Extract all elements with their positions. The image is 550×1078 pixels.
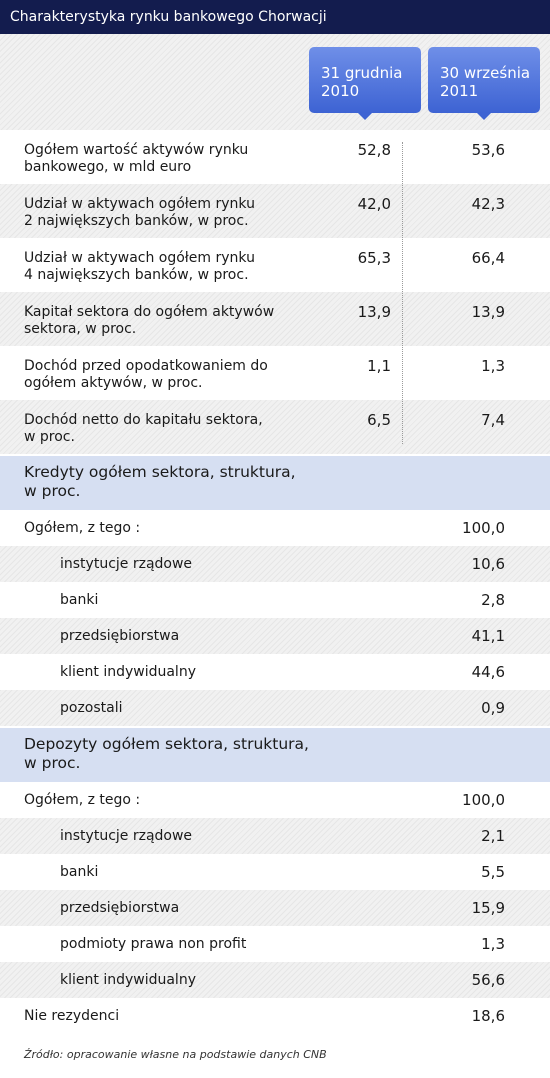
- source-note: Źródło: opracowanie własne na podstawie danych CNB: [24, 1048, 327, 1061]
- list-item: [0, 690, 550, 726]
- column-divider: [402, 142, 403, 444]
- row-label: instytucje rządowe: [60, 556, 193, 572]
- table-row: [0, 346, 550, 400]
- row-label: klient indywidualny: [60, 664, 196, 680]
- list-item: [0, 618, 550, 654]
- row-label: Ogółem, z tego :: [24, 792, 141, 808]
- row-label: Nie rezydenci: [24, 1008, 120, 1024]
- table-row: [0, 400, 550, 454]
- value: 2,8: [481, 591, 505, 609]
- value: 100,0: [462, 791, 505, 809]
- row-label: Dochód przed opodatkowaniem do ogółem aktywów, w proc.: [24, 358, 268, 391]
- value: 10,6: [471, 555, 505, 573]
- value-2011: 1,3: [481, 357, 505, 375]
- list-item: [0, 854, 550, 890]
- row-label: Dochód netto do kapitału sektora, w proc.: [24, 412, 263, 445]
- row-label: przedsiębiorstwa: [60, 900, 180, 916]
- table-row: [0, 292, 550, 346]
- value-2011: 66,4: [471, 249, 505, 267]
- list-item: [0, 782, 550, 818]
- value-2010: 13,9: [357, 303, 391, 321]
- value: 1,3: [481, 935, 505, 953]
- section-header-credits: Kredyty ogółem sektora, struktura, w proc.: [0, 456, 550, 510]
- value: 44,6: [471, 663, 505, 681]
- value: 41,1: [471, 627, 505, 645]
- value: 18,6: [471, 1007, 505, 1025]
- value: 2,1: [481, 827, 505, 845]
- row-label: Ogółem wartość aktywów rynku bankowego, w mld euro: [24, 142, 249, 175]
- value: 100,0: [462, 519, 505, 537]
- value: 0,9: [481, 699, 505, 717]
- value: 56,6: [471, 971, 505, 989]
- row-label: Kapitał sektora do ogółem aktywów sektora, w proc.: [24, 304, 275, 337]
- list-item: [0, 510, 550, 546]
- list-item: [0, 582, 550, 618]
- row-label: Ogółem, z tego :: [24, 520, 141, 536]
- value-2010: 1,1: [367, 357, 391, 375]
- column-header-line2: 2010: [321, 82, 360, 100]
- value: 15,9: [471, 899, 505, 917]
- value: 5,5: [481, 863, 505, 881]
- column-header-line1: 30 września: [440, 64, 531, 82]
- value-2010: 52,8: [357, 141, 391, 159]
- row-label: podmioty prawa non profit: [60, 936, 247, 952]
- list-item: [0, 998, 550, 1034]
- row-label: Udział w aktywach ogółem rynku 2 największych banków, w proc.: [24, 196, 255, 229]
- table-row: [0, 130, 550, 184]
- table-title: Charakterystyka rynku bankowego Chorwacji: [0, 0, 550, 34]
- list-item: [0, 962, 550, 998]
- value-2010: 42,0: [357, 195, 391, 213]
- row-label: banki: [60, 864, 99, 880]
- row-label: banki: [60, 592, 99, 608]
- row-label: klient indywidualny: [60, 972, 196, 988]
- row-label: przedsiębiorstwa: [60, 628, 180, 644]
- column-header-line1: 31 grudnia: [321, 64, 403, 82]
- column-header-2011: [428, 47, 540, 113]
- section-header-deposits: Depozyty ogółem sektora, struktura, w proc.: [0, 728, 550, 782]
- list-item: [0, 926, 550, 962]
- column-header-line2: 2011: [440, 82, 479, 100]
- row-label: Udział w aktywach ogółem rynku 4 największych banków, w proc.: [24, 250, 255, 283]
- row-label: pozostali: [60, 700, 123, 716]
- value-2011: 13,9: [471, 303, 505, 321]
- table-row: [0, 238, 550, 292]
- row-label: instytucje rządowe: [60, 828, 193, 844]
- value-2011: 7,4: [481, 411, 505, 429]
- column-header-2010: [309, 47, 421, 113]
- list-item: [0, 818, 550, 854]
- value-2010: 6,5: [367, 411, 391, 429]
- value-2011: 42,3: [471, 195, 505, 213]
- value-2010: 65,3: [357, 249, 391, 267]
- list-item: [0, 890, 550, 926]
- value-2011: 53,6: [471, 141, 505, 159]
- list-item: [0, 654, 550, 690]
- table-row: [0, 184, 550, 238]
- list-item: [0, 546, 550, 582]
